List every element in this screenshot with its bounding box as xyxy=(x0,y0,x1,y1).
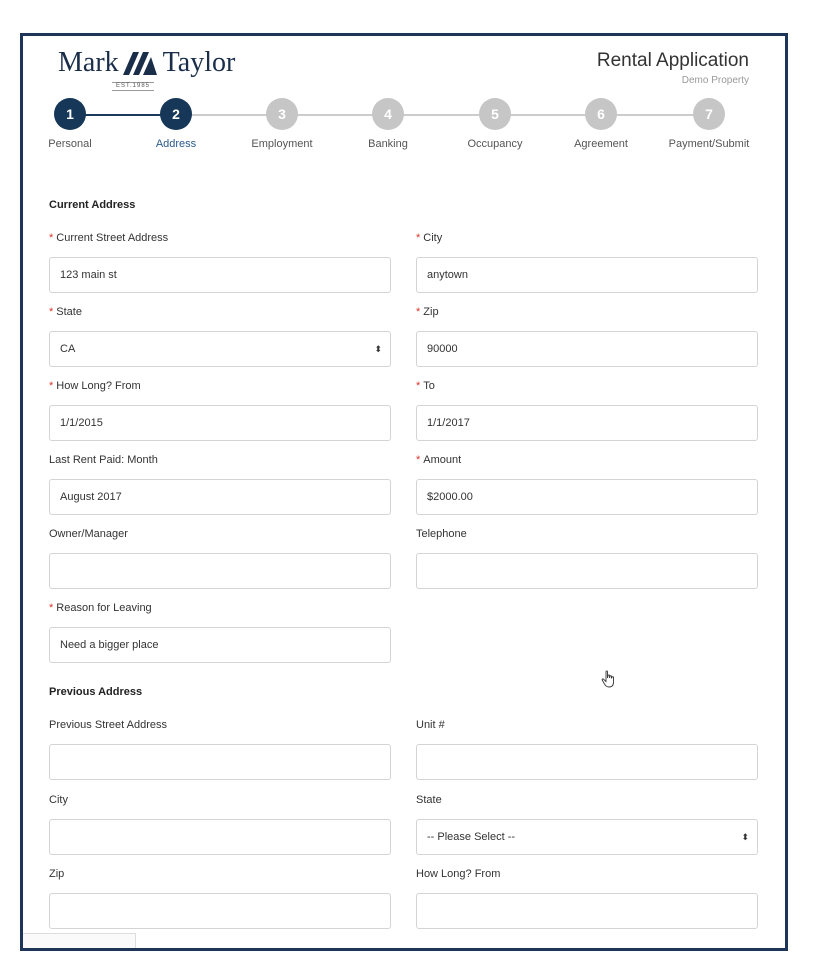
logo-word-taylor: Taylor xyxy=(162,47,236,78)
step-occupancy[interactable] xyxy=(450,98,540,150)
step-banking[interactable] xyxy=(343,98,433,150)
amount-label xyxy=(416,453,758,467)
logo-wordmark xyxy=(58,46,235,80)
step-number-badge: 5 xyxy=(479,98,511,130)
current-city-label xyxy=(416,231,758,245)
logo-established: EST.1985 xyxy=(112,82,154,91)
header xyxy=(23,36,785,96)
current-to-input[interactable]: 1/1/2017 xyxy=(416,405,758,441)
current-zip-input[interactable]: 90000 xyxy=(416,331,758,367)
previous-from-label: How Long? From xyxy=(416,868,501,880)
current-city-field xyxy=(416,231,758,293)
step-number-badge: 6 xyxy=(585,98,617,130)
step-number-badge: 7 xyxy=(693,98,725,130)
application-frame xyxy=(20,33,788,951)
owner-manager-label: Owner/Manager xyxy=(49,528,128,540)
current-zip-label xyxy=(416,305,758,319)
step-number-badge: 2 xyxy=(160,98,192,130)
label-text: To xyxy=(423,380,435,392)
required-marker: * xyxy=(49,306,54,318)
step-agreement[interactable] xyxy=(556,98,646,150)
required-marker: * xyxy=(416,306,421,318)
step-personal[interactable] xyxy=(25,98,115,150)
required-marker: * xyxy=(49,232,54,244)
required-marker: * xyxy=(416,232,421,244)
previous-from-field xyxy=(416,867,758,929)
reason-for-leaving-field xyxy=(49,601,391,663)
current-street-field xyxy=(49,231,391,293)
previous-city-input[interactable] xyxy=(49,819,391,855)
required-marker: * xyxy=(49,602,54,614)
step-label: Agreement xyxy=(574,138,628,150)
hand-cursor-icon xyxy=(601,670,617,688)
logo-mountain-icon xyxy=(121,49,161,77)
last-rent-label: Last Rent Paid: Month xyxy=(49,454,158,466)
reason-for-leaving-label xyxy=(49,601,391,615)
current-state-select[interactable] xyxy=(49,331,391,367)
step-payment-submit[interactable] xyxy=(664,98,754,150)
current-from-input[interactable]: 1/1/2015 xyxy=(49,405,391,441)
current-to-label xyxy=(416,379,758,393)
step-label: Banking xyxy=(368,138,408,150)
required-marker: * xyxy=(416,380,421,392)
current-zip-field xyxy=(416,305,758,367)
step-label: Employment xyxy=(251,138,313,150)
progress-stepper xyxy=(23,98,785,158)
amount-input[interactable]: $2000.00 xyxy=(416,479,758,515)
company-logo[interactable] xyxy=(58,46,248,92)
previous-unit-field xyxy=(416,718,758,780)
step-label: Occupancy xyxy=(467,138,523,150)
step-employment[interactable] xyxy=(237,98,327,150)
last-rent-input[interactable]: August 2017 xyxy=(49,479,391,515)
previous-unit-input[interactable] xyxy=(416,744,758,780)
step-number-badge: 1 xyxy=(54,98,86,130)
label-text: State xyxy=(56,306,82,318)
reason-for-leaving-input[interactable]: Need a bigger place xyxy=(49,627,391,663)
step-address[interactable] xyxy=(131,98,221,150)
logo-word-mark: Mark xyxy=(58,47,119,78)
previous-state-label: State xyxy=(416,794,442,806)
step-number-badge: 3 xyxy=(266,98,298,130)
current-from-label xyxy=(49,379,391,393)
last-rent-field xyxy=(49,453,391,515)
previous-zip-input[interactable] xyxy=(49,893,391,929)
previous-street-input[interactable] xyxy=(49,744,391,780)
label-text: Reason for Leaving xyxy=(56,602,152,614)
label-text: Current Street Address xyxy=(56,232,169,244)
amount-field xyxy=(416,453,758,515)
previous-state-select[interactable] xyxy=(416,819,758,855)
current-from-field xyxy=(49,379,391,441)
current-city-input[interactable]: anytown xyxy=(416,257,758,293)
previous-street-field xyxy=(49,718,391,780)
select-arrow-icon: ⬍ xyxy=(374,344,382,354)
current-street-label xyxy=(49,231,391,245)
previous-state-field xyxy=(416,793,758,855)
telephone-input[interactable] xyxy=(416,553,758,589)
step-number-badge: 4 xyxy=(372,98,404,130)
required-marker: * xyxy=(416,454,421,466)
required-marker: * xyxy=(49,380,54,392)
telephone-field xyxy=(416,527,758,589)
current-address-heading: Current Address xyxy=(49,199,136,211)
current-street-input[interactable]: 123 main st xyxy=(49,257,391,293)
owner-manager-input[interactable] xyxy=(49,553,391,589)
current-to-field xyxy=(416,379,758,441)
step-label: Payment/Submit xyxy=(668,138,750,150)
property-name: Demo Property xyxy=(681,75,749,86)
previous-address-heading: Previous Address xyxy=(49,686,143,698)
current-state-label xyxy=(49,305,391,319)
select-arrow-icon: ⬍ xyxy=(741,832,749,842)
label-text: Zip xyxy=(423,306,439,318)
label-text: City xyxy=(423,232,443,244)
step-label: Personal xyxy=(48,138,92,150)
previous-city-field xyxy=(49,793,391,855)
previous-zip-field xyxy=(49,867,391,929)
telephone-label: Telephone xyxy=(416,528,467,540)
owner-manager-field xyxy=(49,527,391,589)
previous-city-label: City xyxy=(49,794,68,806)
label-text: Amount xyxy=(423,454,462,466)
page-title: Rental Application xyxy=(596,50,749,71)
previous-street-label: Previous Street Address xyxy=(49,719,168,731)
previous-zip-label: Zip xyxy=(49,868,65,880)
bottom-corner-tab xyxy=(23,933,136,951)
select-value: CA xyxy=(60,343,76,355)
previous-from-input[interactable] xyxy=(416,893,758,929)
previous-unit-label: Unit # xyxy=(416,719,445,731)
current-state-field xyxy=(49,305,391,367)
label-text: How Long? From xyxy=(56,380,141,392)
step-label: Address xyxy=(155,138,197,150)
select-value: -- Please Select -- xyxy=(427,831,516,843)
